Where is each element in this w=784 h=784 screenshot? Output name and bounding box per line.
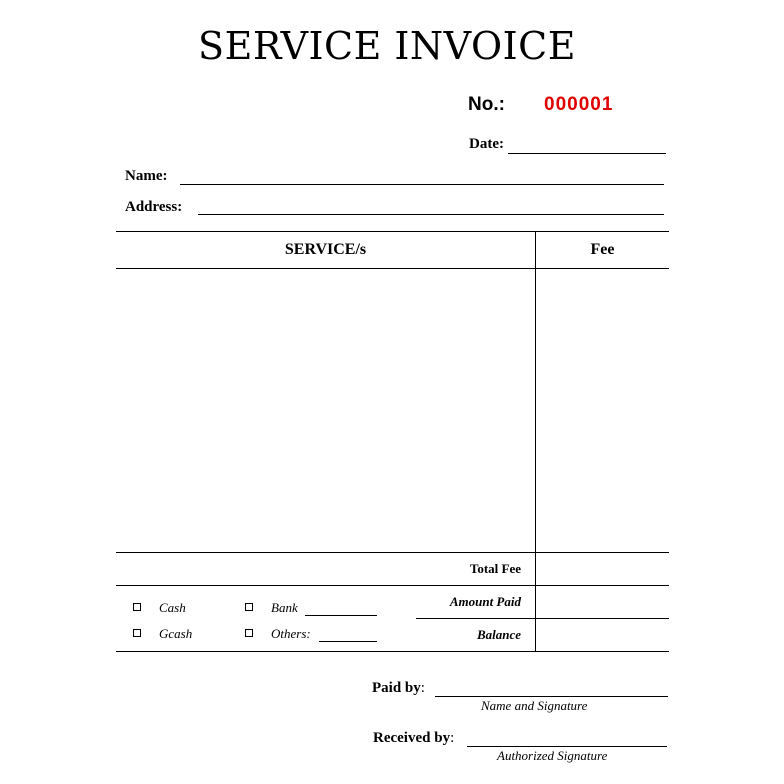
address-label: Address: (125, 199, 183, 215)
received-by-caption: Authorized Signature (497, 748, 608, 763)
bank-field[interactable] (305, 615, 377, 616)
invoice-title: SERVICE INVOICE (198, 24, 576, 68)
paid-by-label-text: Paid by (372, 680, 421, 696)
table-top-border (116, 231, 669, 232)
table-bottom-border (116, 651, 669, 652)
address-field[interactable] (198, 214, 664, 215)
gcash-label: Gcash (159, 626, 193, 641)
received-by-colon: : (450, 730, 455, 746)
paid-by-caption: Name and Signature (481, 698, 588, 713)
paid-by-colon: : (420, 680, 425, 696)
cash-label: Cash (159, 600, 186, 615)
balance-value[interactable] (537, 619, 668, 650)
received-by-label (373, 730, 454, 747)
gcash-checkbox[interactable] (133, 629, 141, 637)
paid-by-signature-field[interactable] (435, 696, 668, 697)
fee-column-header: Fee (590, 241, 615, 258)
date-field[interactable] (508, 153, 666, 154)
received-by-label-text: Received by (373, 730, 451, 746)
table-column-divider (535, 231, 536, 652)
name-field[interactable] (180, 184, 664, 185)
service-column-header: SERVICE/s (284, 241, 367, 258)
bank-label: Bank (271, 600, 298, 615)
date-label: Date: (469, 136, 504, 152)
others-checkbox[interactable] (245, 629, 253, 637)
total-fee-value[interactable] (537, 553, 668, 584)
fees-area[interactable] (537, 269, 668, 551)
balance-label: Balance (476, 627, 521, 642)
amount-paid-label: Amount Paid (449, 594, 521, 609)
others-label: Others: (271, 626, 311, 641)
others-field[interactable] (319, 641, 377, 642)
invoice-number-label: No.: (468, 94, 505, 115)
paid-by-label (372, 680, 425, 697)
invoice-number-value: 000001 (544, 94, 614, 115)
bank-checkbox[interactable] (245, 603, 253, 611)
received-by-signature-field[interactable] (467, 746, 667, 747)
name-label: Name: (125, 168, 168, 184)
amount-paid-value[interactable] (537, 586, 668, 617)
services-area[interactable] (117, 269, 534, 551)
cash-checkbox[interactable] (133, 603, 141, 611)
total-fee-label: Total Fee (469, 561, 521, 576)
